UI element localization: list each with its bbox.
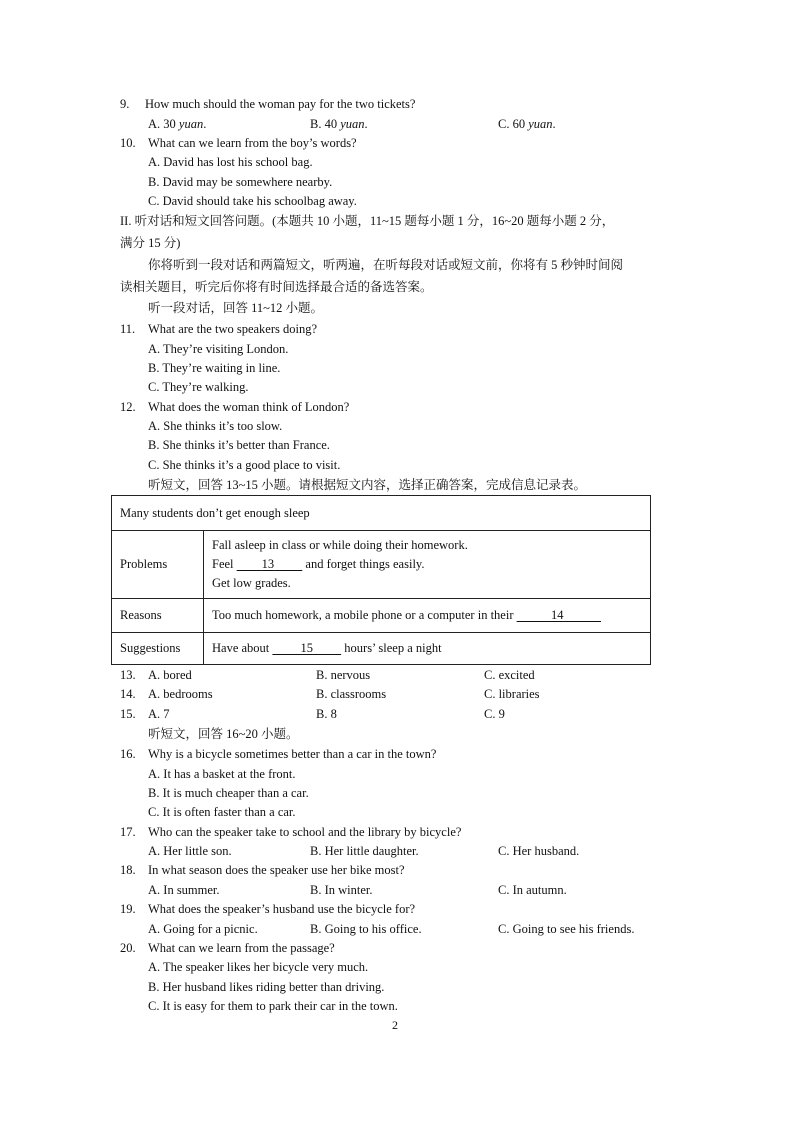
reasons-cell: Too much homework, a mobile phone or a computer in their 14 [204,599,651,633]
option-a: A. 30 yuan. [148,117,207,131]
option-c: C. They’re walking. [148,380,249,394]
problems-line-3: Get low grades. [212,576,291,590]
suggestions-label: Suggestions [112,633,204,665]
section-heading: II. 听对话和短文回答问题。(本题共 10 小题，11~15 题每小题 1 分，16~20 题每小题 2 分， [120,214,615,228]
option-b: B. Her husband likes riding better than driving. [148,980,385,994]
passage1-instruction: 听短文，回答 13~15 小题。请根据短文内容，选择正确答案，完成信息记录表。 [148,478,587,492]
question-text: Who can the speaker take to school and the library by bicycle? [148,825,462,839]
option-a: A. Her little son. [148,844,232,858]
info-record-table [111,495,651,665]
option-b: B. classrooms [316,687,387,701]
section-intro: 你将听到一段对话和两篇短文，听两遍，在听每段对话或短文前，你将有 5 秒钟时间阅 [148,258,624,272]
option-a: A. She thinks it’s too slow. [148,419,283,433]
option-a: A. They’re visiting London. [148,342,289,356]
blank-13: 13 [261,557,275,571]
table-title: Many students don’t get enough sleep [112,496,651,531]
option-b: B. She thinks it’s better than France. [148,438,330,452]
option-b: B. In winter. [310,883,373,897]
option-b: B. It is much cheaper than a car. [148,786,309,800]
option-b: B. 40 yuan. [310,117,368,131]
question-number: 11. [120,322,136,336]
question-text: What can we learn from the boy’s words? [148,136,357,150]
option-c: C. It is often faster than a car. [148,805,296,819]
question-number: 17. [120,825,136,839]
option-c: C. Going to see his friends. [498,922,635,936]
option-c: C. She thinks it’s a good place to visit. [148,458,341,472]
option-a: A. bedrooms [148,687,213,701]
question-text: What does the speaker’s husband use the bicycle for? [148,902,416,916]
question-number: 15. [120,707,136,721]
option-c: C. David should take his schoolbag away. [148,194,357,208]
question-text: What are the two speakers doing? [148,322,318,336]
section-heading-cont: 满分 15 分) [120,236,181,250]
option-c: C. Her husband. [498,844,580,858]
option-c: C. 60 yuan. [498,117,556,131]
option-b: B. David may be somewhere nearby. [148,175,333,189]
option-a: A. It has a basket at the front. [148,767,296,781]
problems-line-1: Fall asleep in class or while doing their homework. [212,538,468,552]
option-b: B. Going to his office. [310,922,422,936]
option-b: B. They’re waiting in line. [148,361,281,375]
question-number: 20. [120,941,136,955]
option-a: A. David has lost his school bag. [148,155,313,169]
problems-label: Problems [112,531,204,599]
question-text: In what season does the speaker use her bike most? [148,863,405,877]
option-c: C. excited [484,668,535,682]
question-number: 19. [120,902,136,916]
reasons-label: Reasons [112,599,204,633]
option-c: C. It is easy for them to park their car in the town. [148,999,398,1013]
option-c: C. 9 [484,707,505,721]
question-number: 14. [120,687,136,701]
option-a: A. Going for a picnic. [148,922,258,936]
option-c: C. libraries [484,687,540,701]
dialog-instruction: 听一段对话，回答 11~12 小题。 [148,301,324,315]
question-text: What can we learn from the passage? [148,941,335,955]
blank-14: 14 [550,608,564,622]
question-text: Why is a bicycle sometimes better than a car in the town? [148,747,437,761]
option-c: C. In autumn. [498,883,567,897]
option-b: B. 8 [316,707,337,721]
section-intro-cont: 读相关题目，听完后你将有时间选择最合适的备选答案。 [120,280,433,294]
option-a: A. 7 [148,707,170,721]
option-b: B. nervous [316,668,371,682]
question-number: 18. [120,863,136,877]
page-number: 2 [392,1018,398,1032]
problems-line-2: Feel 13 and forget things easily. [212,555,642,574]
suggestions-cell: Have about 15 hours’ sleep a night [204,633,651,665]
option-a: A. The speaker likes her bicycle very much. [148,960,369,974]
blank-15: 15 [300,641,314,655]
question-number: 16. [120,747,136,761]
option-a: A. bored [148,668,192,682]
question-number: 9. [120,97,130,111]
problems-cell [204,531,651,599]
question-number: 10. [120,136,136,150]
option-b: B. Her little daughter. [310,844,419,858]
passage2-instruction: 听短文，回答 16~20 小题。 [148,727,299,741]
question-number: 12. [120,400,136,414]
question-text: How much should the woman pay for the two tickets? [145,97,416,111]
question-number: 13. [120,668,136,682]
option-a: A. In summer. [148,883,220,897]
question-text: What does the woman think of London? [148,400,350,414]
